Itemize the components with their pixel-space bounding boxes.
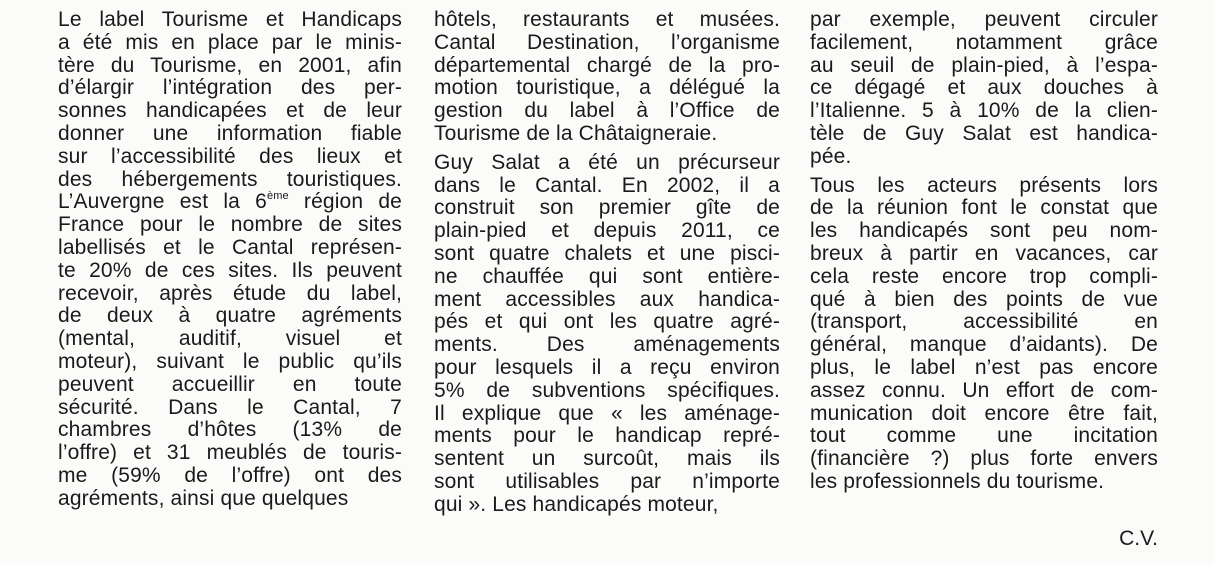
text-line: au seuil de plain-pied, à l’espa- — [810, 53, 1158, 77]
text-line: peuvent accueillir en toute — [58, 372, 402, 396]
text-line: qué à bien des points de vue — [810, 287, 1158, 311]
text-line: Guy Salat a été un précurseur — [434, 150, 780, 174]
text-line: tère du Tourisme, en 2001, afin — [58, 53, 402, 77]
text-line: recevoir, après étude du label, — [58, 281, 402, 305]
text-line: (transport, accessibilité en — [810, 310, 1158, 334]
text-line: 5% de subventions spécifiques. — [434, 378, 780, 402]
text-line: donner une information fiable — [58, 121, 402, 145]
text-line: général, manque d’aidants). De — [810, 333, 1158, 357]
text-line: sont quatre chalets et une pisci- — [434, 241, 780, 265]
text-line: me (59% de l’offre) ont des — [58, 463, 402, 487]
text-line: ne chauffée qui sont entière- — [434, 264, 780, 288]
text-line: labellisés et le Cantal représen- — [58, 235, 402, 259]
text-line: pée. — [810, 144, 852, 168]
text-line: plus, le label n’est pas encore — [810, 355, 1158, 379]
text-line: Le label Tourisme et Handicaps — [58, 8, 402, 31]
text-line: (financière ?) plus forte envers — [810, 447, 1158, 471]
text-line: départemental chargé de la pro- — [434, 53, 780, 77]
text-line: moteur), suivant le public qu’ils — [58, 349, 402, 373]
text-line: assez connu. Un effort de com- — [810, 378, 1158, 402]
text-line: par exemple, peuvent circuler — [810, 8, 1158, 31]
text-line: te 20% de ces sites. Ils peuvent — [58, 258, 402, 282]
text-line: sonnes handicapées et de leur — [58, 99, 402, 123]
article-column-1 — [58, 9, 402, 511]
text-line: hôtels, restaurants et musées. — [434, 8, 780, 31]
text-line: de deux à quatre agréments — [58, 304, 402, 328]
article-column-2 — [434, 9, 780, 517]
article-column-3 — [810, 9, 1158, 494]
text-line: munication doit encore être fait, — [810, 401, 1158, 425]
text-line: Cantal Destination, l’organisme — [434, 30, 780, 54]
text-line: France pour le nombre de sites — [58, 213, 402, 237]
text-line: sur l’accessibilité des lieux et — [58, 144, 402, 168]
text-line: ce dégagé et aux douches à — [810, 76, 1158, 100]
text-line: plain-pied et depuis 2011, ce — [434, 219, 780, 243]
text-line: dans le Cantal. En 2002, il a — [434, 173, 780, 197]
text-line: des hébergements touristiques. — [58, 167, 402, 191]
text-line: tout comme une incitation — [810, 424, 1158, 448]
text-line: agréments, ainsi que quelques — [58, 486, 349, 510]
text-line: gestion du label à l’Office de — [434, 99, 780, 123]
text-line: a été mis en place par le minis- — [58, 30, 402, 54]
text-line: les professionnels du tourisme. — [810, 469, 1105, 493]
text-line: tèle de Guy Salat est handica- — [810, 121, 1158, 145]
text-line: ments. Des aménagements — [434, 333, 780, 357]
text-line: (mental, auditif, visuel et — [58, 327, 402, 351]
text-line: facilement, notamment grâce — [810, 30, 1158, 54]
text-line: qui ». Les handicapés moteur, — [434, 492, 719, 516]
text-line: construit son premier gîte de — [434, 196, 780, 220]
text-line: sécurité. Dans le Cantal, 7 — [58, 395, 402, 419]
text-line: chambres d’hôtes (13% de — [58, 418, 402, 442]
text-line: motion touristique, a délégué la — [434, 76, 780, 100]
text-line: ments pour le handicap repré- — [434, 424, 780, 448]
text-line: d’élargir l’intégration des per- — [58, 76, 402, 100]
text-line: l’Italienne. 5 à 10% de la clien- — [810, 99, 1158, 123]
text-line: ment accessibles aux handica- — [434, 287, 780, 311]
text-line: l’offre) et 31 meublés de touris- — [58, 441, 402, 465]
text-line: Tous les acteurs présents lors — [810, 173, 1158, 197]
text-line: pour lesquels il a reçu environ — [434, 355, 780, 379]
author-signature: C.V. — [1119, 527, 1158, 550]
text-line: cela reste encore trop compli- — [810, 264, 1158, 288]
text-line: les handicapés sont peu nom- — [810, 219, 1158, 243]
text-line: Il explique que « les aménage- — [434, 401, 780, 425]
text-line: L’Auvergne est la 6ème région de — [58, 190, 402, 214]
text-line: sont utilisables par n’importe — [434, 469, 780, 493]
text-line: pés et qui ont les quatre agré- — [434, 310, 780, 334]
text-line: breux à partir en vacances, car — [810, 241, 1158, 265]
text-line: de la réunion font le constat que — [810, 196, 1158, 220]
text-line: sentent un surcoût, mais ils — [434, 447, 780, 471]
text-line: Tourisme de la Châtaigneraie. — [434, 121, 718, 145]
